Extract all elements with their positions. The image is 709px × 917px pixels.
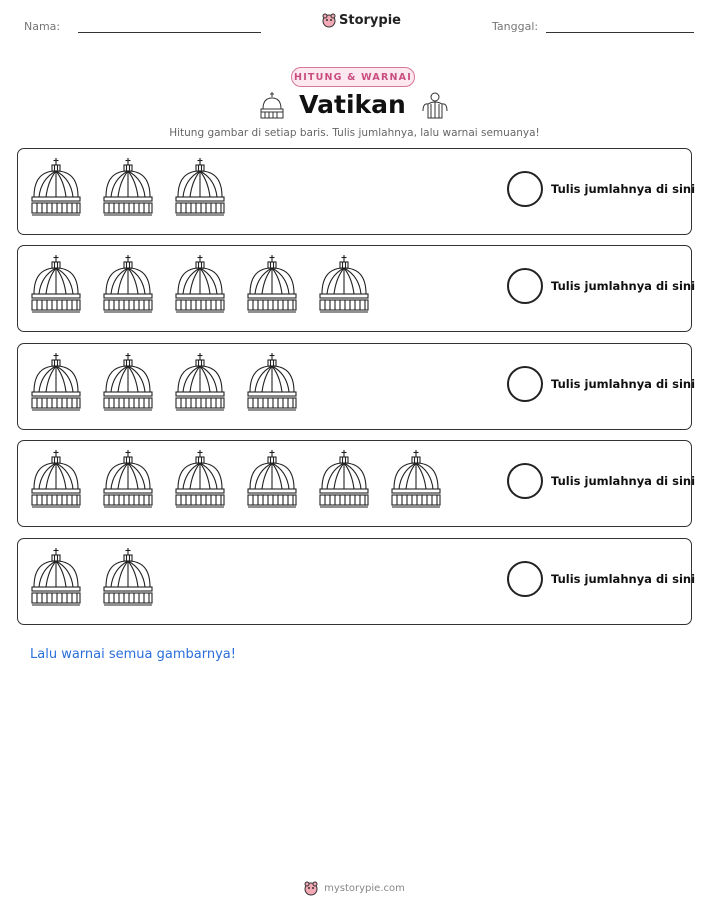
storypie-logo-icon xyxy=(322,13,336,28)
dome-icon[interactable] xyxy=(318,254,370,318)
dome-icon[interactable] xyxy=(30,449,82,513)
dome-icon[interactable] xyxy=(30,157,82,221)
counting-row xyxy=(17,538,696,625)
dome-icon[interactable] xyxy=(174,449,226,513)
brand-name: Storypie xyxy=(339,13,401,28)
dome-group xyxy=(30,254,370,318)
dome-icon[interactable] xyxy=(246,449,298,513)
dome-icon[interactable] xyxy=(174,352,226,416)
answer-label: Tulis jumlahnya di sini xyxy=(551,572,696,586)
date-field xyxy=(492,20,694,33)
name-line[interactable] xyxy=(78,20,261,33)
dome-icon[interactable] xyxy=(102,157,154,221)
answer-label: Tulis jumlahnya di sini xyxy=(551,474,696,488)
answer-label: Tulis jumlahnya di sini xyxy=(551,279,696,293)
dome-icon[interactable] xyxy=(30,254,82,318)
dome-icon[interactable] xyxy=(102,449,154,513)
dome-icon[interactable] xyxy=(102,352,154,416)
counting-row xyxy=(17,440,696,527)
name-field xyxy=(24,20,261,33)
counting-row xyxy=(17,343,696,430)
answer-circle[interactable] xyxy=(507,171,543,207)
answer-circle[interactable] xyxy=(507,463,543,499)
dome-icon[interactable] xyxy=(318,449,370,513)
basilica-icon xyxy=(259,91,285,119)
dome-group xyxy=(30,352,298,416)
title-row xyxy=(0,90,709,119)
dome-icon[interactable] xyxy=(102,547,154,611)
counting-row xyxy=(17,245,696,332)
date-label: Tanggal: xyxy=(492,20,539,33)
instructions: Hitung gambar di setiap baris. Tulis jumlahnya, lalu warnai semuanya! xyxy=(169,127,540,139)
dome-icon[interactable] xyxy=(174,254,226,318)
date-line[interactable] xyxy=(546,20,694,33)
color-note: Lalu warnai semua gambarnya! xyxy=(30,647,236,662)
answer-circle[interactable] xyxy=(507,366,543,402)
dome-icon[interactable] xyxy=(390,449,442,513)
answer-label: Tulis jumlahnya di sini xyxy=(551,182,696,196)
dome-icon[interactable] xyxy=(102,254,154,318)
answer-circle[interactable] xyxy=(507,268,543,304)
dome-icon[interactable] xyxy=(174,157,226,221)
dome-icon[interactable] xyxy=(30,547,82,611)
dome-group xyxy=(30,547,154,611)
answer-label: Tulis jumlahnya di sini xyxy=(551,377,696,391)
activity-badge: HITUNG & WARNAI xyxy=(291,67,415,87)
page-title: Vatikan xyxy=(299,90,406,119)
counting-row xyxy=(17,148,696,235)
swiss-guard-icon xyxy=(420,91,450,119)
footer xyxy=(0,881,709,896)
dome-icon[interactable] xyxy=(246,254,298,318)
footer-site: mystorypie.com xyxy=(324,883,405,894)
dome-group xyxy=(30,449,442,513)
dome-icon[interactable] xyxy=(30,352,82,416)
storypie-logo-icon xyxy=(304,881,318,896)
dome-group xyxy=(30,157,226,221)
name-label: Nama: xyxy=(24,20,61,33)
answer-circle[interactable] xyxy=(507,561,543,597)
brand xyxy=(322,13,401,28)
dome-icon[interactable] xyxy=(246,352,298,416)
